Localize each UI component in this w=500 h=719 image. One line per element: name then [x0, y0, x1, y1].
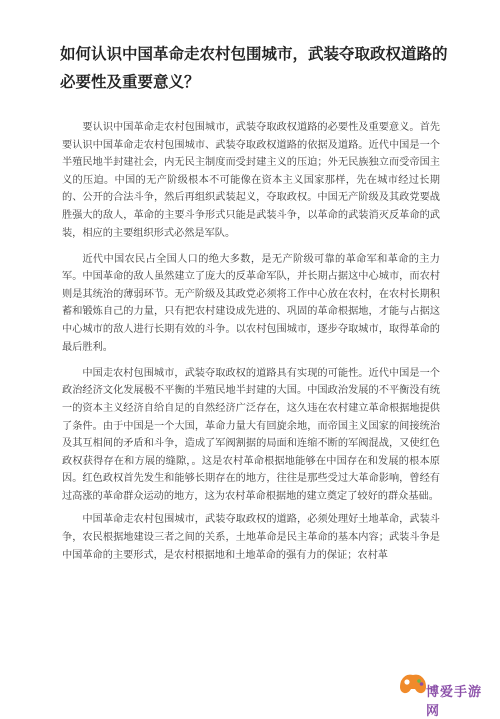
site-watermark: [396, 665, 492, 719]
paragraph-2: 近代中国农民占全国人口的绝大多数，是无产阶级可靠的革命军和革命的主力军。中国革命的敌人虽然建立了庞大的反革命军队，并长期占据这中心城市，而农村则是其统治的薄弱环节。无产阶级及其政党必须将工作中心放在农村，在农村长期积蓄和锻炼自己的力量，只有把农村建设成先进的、巩固的革命根据地，才能与占据这中心城市的敌人进行长期有效的斗争。以农村包围城市，逐步夺取城市，取得革命的最后胜利。: [62, 253, 440, 353]
paragraph-1: 要认识中国革命走农村包围城市，武装夺取政权道路的必要性及重要意义。首先要认识中国革命走农村包围城市、武装夺取政权道路的依据及道路。近代中国是一个半殖民地半封建社会，内无民主制度而受封建主义的压迫；外无民族独立而受帝国主义的压迫。中国的无产阶级根本不可能像在资本主义国家那样，先在城市经过长期的、公开的合法斗争，然后再组织武装起义，夺取政权。中国无产阶级及其政党要战胜强大的敌人，革命的主要斗争形式只能是武装斗争，以革命的武装消灭反革命的武装，相应的主要组织形式必然是军队。: [62, 122, 440, 239]
document-body: [62, 119, 440, 573]
paragraph-3: 中国走农村包围城市，武装夺取政权的道路具有实现的可能性。近代中国是一个政治经济文化发展极不平衡的半殖民地半封建的大国。中国政治发展的不平衡没有统一的资本主义经济自给自足的自然经济广泛存在，这久违在农村建立革命根据地提供了条件。由于中国是一个大国，革命力量大有回旋余地，而帝国主义国家的间接统治及其互相间的矛盾和斗争，造成了军阀割据的局面和连缩不断的军阀混战，又使红色政权获得存在和方展的缝隙，。这是农村革命根据地能够在中国存在和发展的根本原因。红色政权首先发生和能够长期存在的地方，往往是那些受过大革命影响，曾经有过高涨的革命群众运动的地方，这为农村革命根据地的建立奠定了较好的群众基础。: [62, 367, 440, 502]
document-title: 如何认识中国革命走农村包围城市，武装夺取政权道路的必要性及重要意义？: [60, 45, 448, 91]
paragraph-4: 中国革命走农村包围城市，武装夺取政权的道路，必须处理好土地革命，武装斗争，农民根据地建设三者之间的关系，土地革命是民主革命的基本内容；武装斗争是中国革命的主要形式，是农村根据地和土地革命的强有力的保证；农村革: [62, 514, 440, 561]
game-controller-logo-icon: [396, 669, 430, 699]
watermark-text: 博爱手游网: [426, 685, 483, 719]
